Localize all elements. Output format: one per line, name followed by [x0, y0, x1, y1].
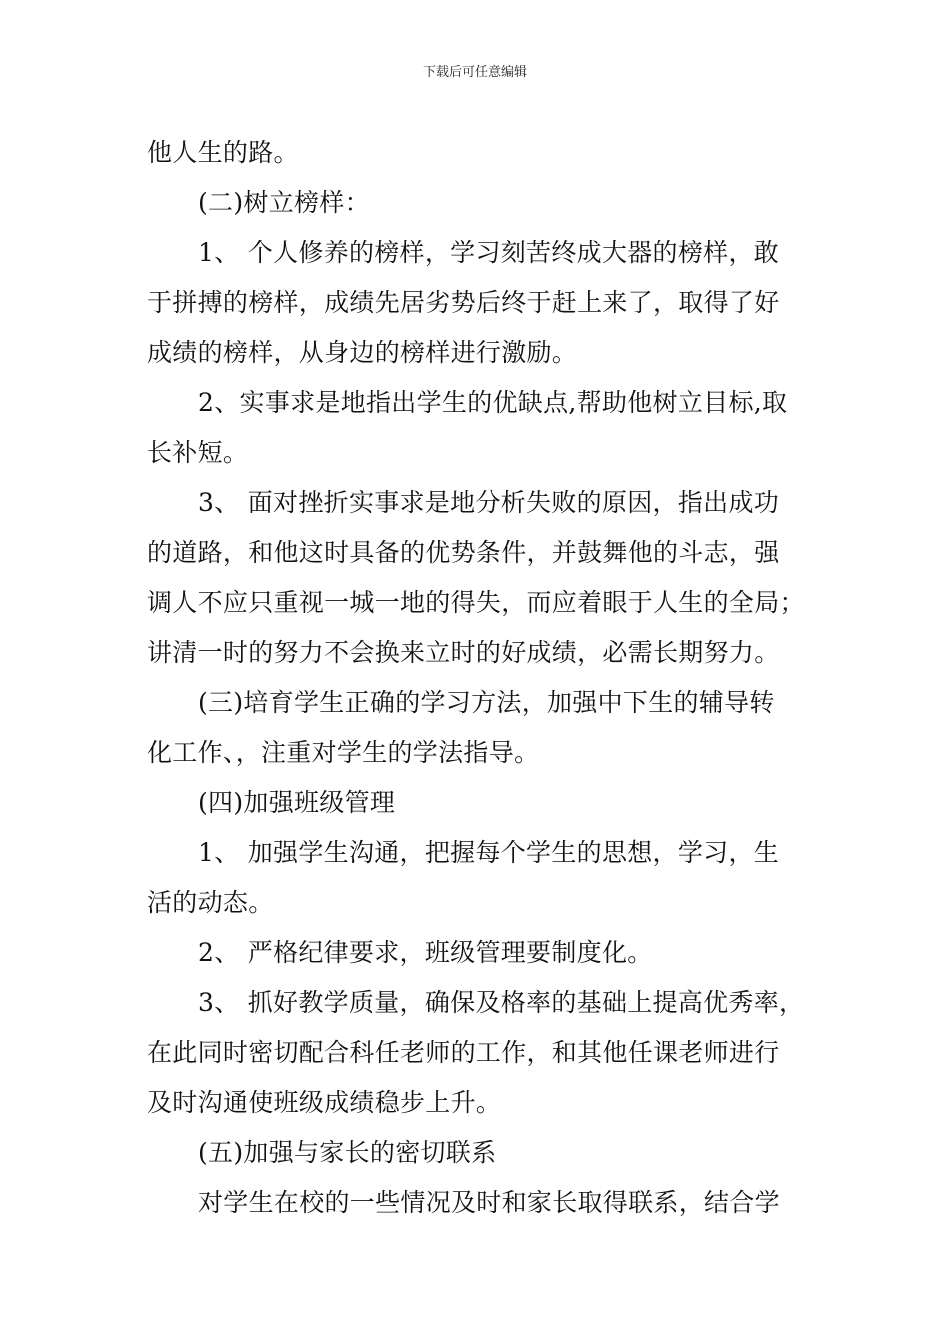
- section-heading-3: (三)培育学生正确的学习方法，加强中下生的辅导转: [198, 688, 775, 717]
- text-line: 对学生在校的一些情况及时和家长取得联系，结合学: [198, 1188, 780, 1217]
- text-line: 及时沟通使班级成绩稳步上升。: [147, 1088, 502, 1117]
- text-line: 2、 严格纪律要求，班级管理要制度化。: [198, 938, 653, 967]
- text-line: 在此同时密切配合科任老师的工作，和其他任课老师进行: [147, 1038, 780, 1067]
- text-line: 3、 面对挫折实事求是地分析失败的原因，指出成功: [198, 488, 780, 517]
- text-line: 于拼搏的榜样，成绩先居劣势后终于赶上来了，取得了好: [147, 288, 780, 317]
- text-line: 2、实事求是地指出学生的优缺点,帮助他树立目标,取: [198, 388, 788, 417]
- text-line: 讲清一时的努力不会换来立时的好成绩，必需长期努力。: [147, 638, 780, 667]
- section-heading-4: (四)加强班级管理: [198, 788, 396, 817]
- text-line: 1、 加强学生沟通，把握每个学生的思想，学习，生: [198, 838, 780, 867]
- text-line: 调人不应只重视一城一地的得失，而应着眼于人生的全局；: [147, 588, 805, 617]
- page-header: 下载后可任意编辑: [422, 65, 527, 80]
- document-body: [147, 128, 817, 1228]
- text-line: 1、 个人修养的榜样，学习刻苦终成大器的榜样，敢: [198, 238, 780, 267]
- text-line: 化工作、，注重对学生的学法指导。: [147, 738, 540, 767]
- text-line: 他人生的路。: [147, 138, 299, 167]
- text-line: 3、 抓好教学质量，确保及格率的基础上提高优秀率，: [198, 988, 805, 1017]
- section-heading-5: (五)加强与家长的密切联系: [198, 1138, 497, 1167]
- text-line: 长补短。: [147, 438, 249, 467]
- text-line: 的道路，和他这时具备的优势条件，并鼓舞他的斗志，强: [147, 538, 780, 567]
- text-line: 活的动态。: [147, 888, 274, 917]
- section-heading-2: (二)树立榜样：: [198, 188, 370, 217]
- text-line: 成绩的榜样，从身边的榜样进行激励。: [147, 338, 578, 367]
